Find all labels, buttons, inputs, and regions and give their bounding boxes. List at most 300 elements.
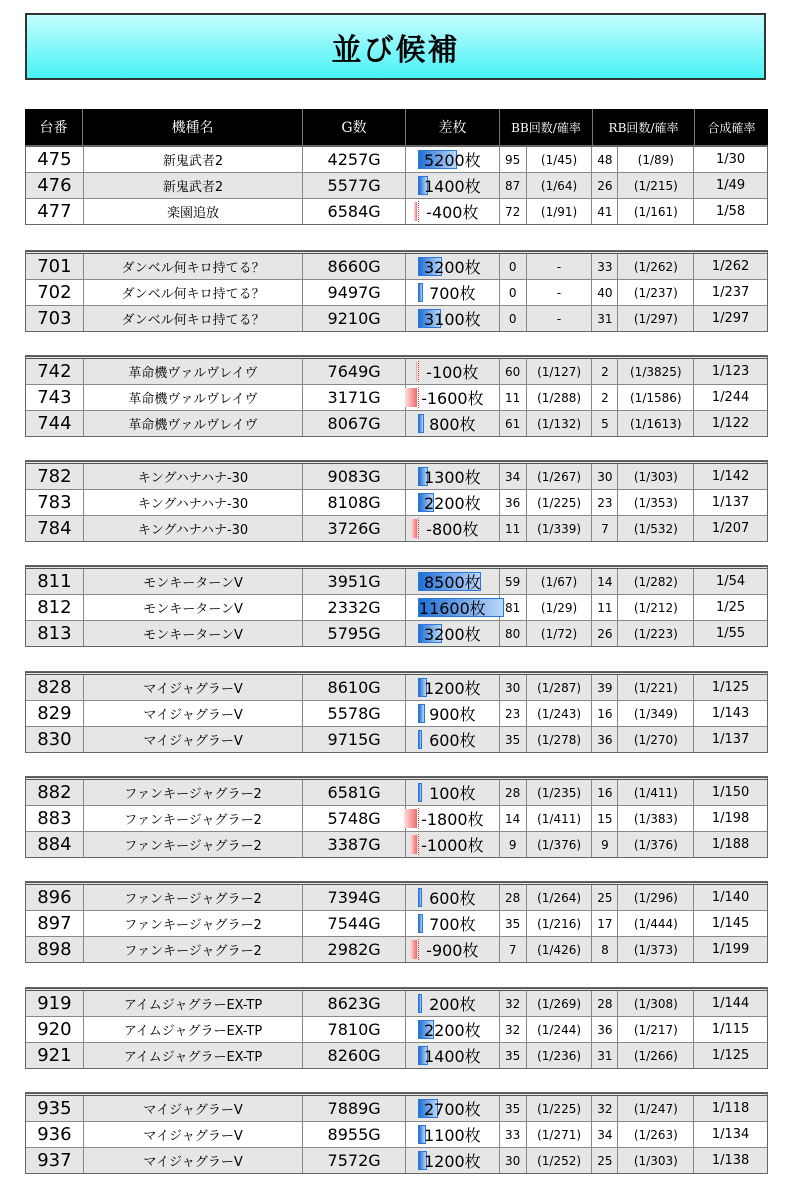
machine-group xyxy=(25,671,768,753)
table-row xyxy=(26,1121,767,1147)
machine-name: 楽園追放 xyxy=(84,199,303,224)
coin-difference-text: 600枚 xyxy=(429,731,476,750)
combined-rate: 1/143 xyxy=(711,706,750,721)
machine-number: 701 xyxy=(26,254,84,279)
coin-difference xyxy=(406,411,500,436)
game-count: 2332G xyxy=(303,595,406,620)
coin-difference xyxy=(406,595,500,620)
bb-count: 35 xyxy=(500,911,527,936)
machine-number: 920 xyxy=(26,1017,84,1042)
machine-number: 898 xyxy=(26,937,84,962)
bb-rate: (1/236) xyxy=(527,1043,593,1068)
rb-rate: (1/532) xyxy=(618,516,694,541)
game-count: 9210G xyxy=(303,306,406,331)
machine-name: 革命機ヴァルヴレイヴ xyxy=(84,359,303,384)
machine-name: キングハナハナ-30 xyxy=(84,464,303,489)
diff-bar-positive xyxy=(418,783,422,802)
combined-rate: 1/297 xyxy=(711,311,750,326)
table-row xyxy=(26,515,767,541)
rb-rate: (1/215) xyxy=(618,173,694,198)
diff-bar-negative xyxy=(405,388,417,407)
rb-count: 41 xyxy=(592,199,618,224)
rb-rate: (1/89) xyxy=(618,147,694,172)
bb-rate: (1/267) xyxy=(527,464,593,489)
coin-difference xyxy=(406,621,500,646)
machine-number: 883 xyxy=(26,806,84,831)
coin-difference-text: 900枚 xyxy=(429,705,476,724)
game-count: 7889G xyxy=(303,1096,406,1121)
table-row xyxy=(26,805,767,831)
diff-bar-negative xyxy=(410,835,417,854)
machine-name: マイジャグラーV xyxy=(84,1096,303,1121)
diff-bar-positive xyxy=(418,704,425,723)
table-row xyxy=(26,1016,767,1042)
combined-rate: 1/55 xyxy=(716,626,746,641)
bb-rate: (1/225) xyxy=(527,1096,593,1121)
bb-count: 30 xyxy=(500,1148,527,1173)
header-no: 台番 xyxy=(25,109,83,145)
coin-difference-text: 1200枚 xyxy=(423,679,481,698)
bb-count: 32 xyxy=(500,1017,527,1042)
machine-name: マイジャグラーV xyxy=(84,675,303,700)
coin-difference-text: 3200枚 xyxy=(423,625,481,644)
diff-bar-positive xyxy=(418,414,424,433)
coin-difference xyxy=(406,780,500,805)
coin-difference-text: -1600枚 xyxy=(421,389,484,408)
bb-count: 61 xyxy=(500,411,527,436)
machine-number: 477 xyxy=(26,199,84,224)
combined-rate: 1/54 xyxy=(716,574,746,589)
machine-name: アイムジャグラーEX-TP xyxy=(84,991,303,1016)
bb-count: 14 xyxy=(500,806,527,831)
machine-number: 897 xyxy=(26,911,84,936)
diff-bar-positive xyxy=(418,283,423,302)
bb-rate: (1/252) xyxy=(527,1148,593,1173)
rb-rate: (1/270) xyxy=(618,727,694,752)
machine-number: 782 xyxy=(26,464,84,489)
machine-number: 476 xyxy=(26,173,84,198)
bb-rate: (1/45) xyxy=(527,147,593,172)
machine-name: 新鬼武者2 xyxy=(84,173,303,198)
machine-group xyxy=(25,355,768,437)
bb-rate: (1/216) xyxy=(527,911,593,936)
bb-count: 35 xyxy=(500,1096,527,1121)
coin-difference xyxy=(406,911,500,936)
combined-rate: 1/125 xyxy=(711,680,750,695)
machine-name: マイジャグラーV xyxy=(84,727,303,752)
bb-rate: (1/64) xyxy=(527,173,593,198)
bb-count: 30 xyxy=(500,675,527,700)
coin-difference-text: 1400枚 xyxy=(423,177,481,196)
machine-group xyxy=(25,565,768,647)
rb-rate: (1/221) xyxy=(618,675,694,700)
game-count: 6584G xyxy=(303,199,406,224)
rb-rate: (1/263) xyxy=(618,1122,694,1147)
game-count: 8067G xyxy=(303,411,406,436)
rb-count: 11 xyxy=(592,595,618,620)
coin-difference-text: 100枚 xyxy=(429,784,476,803)
rb-count: 8 xyxy=(592,937,618,962)
combined-rate: 1/125 xyxy=(711,1048,750,1063)
rb-count: 25 xyxy=(592,1148,618,1173)
combined-rate: 1/237 xyxy=(711,285,750,300)
machine-name: マイジャグラーV xyxy=(84,1148,303,1173)
machine-group xyxy=(25,881,768,963)
diff-zero-line xyxy=(418,387,419,408)
diff-bar-negative xyxy=(411,519,417,538)
coin-difference-text: -900枚 xyxy=(426,941,479,960)
rb-rate: (1/349) xyxy=(618,701,694,726)
bb-rate: (1/271) xyxy=(527,1122,593,1147)
game-count: 3387G xyxy=(303,832,406,857)
game-count: 5577G xyxy=(303,173,406,198)
rb-count: 5 xyxy=(592,411,618,436)
machine-number: 919 xyxy=(26,991,84,1016)
machine-name: ファンキージャグラー2 xyxy=(84,832,303,857)
machine-number: 742 xyxy=(26,359,84,384)
rb-rate: (1/373) xyxy=(618,937,694,962)
rb-rate: (1/1613) xyxy=(618,411,694,436)
table-row xyxy=(26,882,767,910)
table-row xyxy=(26,726,767,752)
diff-bar-negative xyxy=(416,362,417,381)
rb-rate: (1/297) xyxy=(618,306,694,331)
bb-count: 23 xyxy=(500,701,527,726)
machine-number: 784 xyxy=(26,516,84,541)
table-header xyxy=(25,109,768,145)
bb-count: 87 xyxy=(500,173,527,198)
bb-count: 28 xyxy=(500,885,527,910)
game-count: 8260G xyxy=(303,1043,406,1068)
table-row xyxy=(26,489,767,515)
table-row xyxy=(26,305,767,331)
coin-difference-text: -800枚 xyxy=(426,520,479,539)
bb-rate: (1/339) xyxy=(527,516,593,541)
diff-bar-positive xyxy=(418,888,422,907)
machine-number: 921 xyxy=(26,1043,84,1068)
rb-rate: (1/237) xyxy=(618,280,694,305)
rb-count: 31 xyxy=(592,1043,618,1068)
coin-difference xyxy=(406,727,500,752)
machine-name: モンキーターンV xyxy=(84,621,303,646)
table-row xyxy=(26,384,767,410)
table-row xyxy=(26,1093,767,1121)
combined-rate: 1/134 xyxy=(711,1127,750,1142)
machine-number: 884 xyxy=(26,832,84,857)
coin-difference-text: 3200枚 xyxy=(423,258,481,277)
machine-number: 744 xyxy=(26,411,84,436)
rb-rate: (1/444) xyxy=(618,911,694,936)
game-count: 8955G xyxy=(303,1122,406,1147)
machine-name: ダンベル何キロ持てる？ xyxy=(84,280,303,305)
machine-group xyxy=(25,1092,768,1174)
combined-rate: 1/145 xyxy=(711,916,750,931)
header-combined: 合成確率 xyxy=(707,120,756,135)
rb-count: 2 xyxy=(592,359,618,384)
rb-count: 25 xyxy=(592,885,618,910)
bb-count: 60 xyxy=(500,359,527,384)
game-count: 8623G xyxy=(303,991,406,1016)
table-row xyxy=(26,777,767,805)
table-row xyxy=(26,620,767,646)
machine-name: ダンベル何キロ持てる？ xyxy=(84,306,303,331)
rb-rate: (1/383) xyxy=(618,806,694,831)
combined-rate: 1/58 xyxy=(716,204,746,219)
rb-rate: (1/266) xyxy=(618,1043,694,1068)
machine-number: 812 xyxy=(26,595,84,620)
table-row xyxy=(26,1147,767,1173)
bb-count: 35 xyxy=(500,1043,527,1068)
machine-number: 811 xyxy=(26,569,84,594)
rb-count: 32 xyxy=(592,1096,618,1121)
table-row xyxy=(26,410,767,436)
coin-difference xyxy=(406,806,500,831)
bb-count: 95 xyxy=(500,147,527,172)
rb-count: 31 xyxy=(592,306,618,331)
machine-number: 935 xyxy=(26,1096,84,1121)
coin-difference-text: 600枚 xyxy=(429,889,476,908)
table-row xyxy=(26,566,767,594)
combined-rate: 1/188 xyxy=(711,837,750,852)
combined-rate: 1/142 xyxy=(711,469,750,484)
table-row xyxy=(26,700,767,726)
rb-rate: (1/376) xyxy=(618,832,694,857)
game-count: 7649G xyxy=(303,359,406,384)
game-count: 3171G xyxy=(303,385,406,410)
coin-difference xyxy=(406,516,500,541)
diff-bar-negative xyxy=(414,202,417,221)
bb-count: 33 xyxy=(500,1122,527,1147)
diff-bar-positive xyxy=(418,994,422,1013)
rb-count: 15 xyxy=(592,806,618,831)
table-row xyxy=(26,461,767,489)
combined-rate: 1/198 xyxy=(711,811,750,826)
coin-difference-text: 700枚 xyxy=(429,284,476,303)
bb-rate: - xyxy=(527,280,593,305)
rb-rate: (1/303) xyxy=(618,464,694,489)
bb-rate: (1/132) xyxy=(527,411,593,436)
combined-rate: 1/115 xyxy=(711,1022,750,1037)
coin-difference-text: 8500枚 xyxy=(423,573,481,592)
game-count: 2982G xyxy=(303,937,406,962)
bb-count: 9 xyxy=(500,832,527,857)
bb-count: 36 xyxy=(500,490,527,515)
coin-difference-text: -1000枚 xyxy=(421,836,484,855)
table-row xyxy=(26,251,767,279)
game-count: 3951G xyxy=(303,569,406,594)
bb-count: 11 xyxy=(500,385,527,410)
coin-difference-text: 2200枚 xyxy=(423,1021,481,1040)
game-count: 8108G xyxy=(303,490,406,515)
rb-rate: (1/3825) xyxy=(618,359,694,384)
coin-difference-text: 1100枚 xyxy=(423,1126,481,1145)
bb-rate: (1/72) xyxy=(527,621,593,646)
machine-number: 743 xyxy=(26,385,84,410)
combined-rate: 1/137 xyxy=(711,732,750,747)
combined-rate: 1/118 xyxy=(711,1101,750,1116)
diff-zero-line xyxy=(418,201,419,222)
machine-name: キングハナハナ-30 xyxy=(84,516,303,541)
table-row xyxy=(26,936,767,962)
rb-rate: (1/161) xyxy=(618,199,694,224)
rb-count: 36 xyxy=(592,1017,618,1042)
bb-rate: (1/426) xyxy=(527,937,593,962)
machine-name: ファンキージャグラー2 xyxy=(84,780,303,805)
machine-name: アイムジャグラーEX-TP xyxy=(84,1017,303,1042)
game-count: 5578G xyxy=(303,701,406,726)
bb-count: 32 xyxy=(500,991,527,1016)
coin-difference-text: -100枚 xyxy=(426,363,479,382)
rb-rate: (1/223) xyxy=(618,621,694,646)
coin-difference xyxy=(406,147,500,172)
machine-name: ファンキージャグラー2 xyxy=(84,911,303,936)
game-count: 5795G xyxy=(303,621,406,646)
header-rb: RB回数/確率 xyxy=(593,109,695,145)
machine-number: 783 xyxy=(26,490,84,515)
bb-rate: (1/127) xyxy=(527,359,593,384)
bb-rate: (1/269) xyxy=(527,991,593,1016)
bb-rate: (1/243) xyxy=(527,701,593,726)
rb-rate: (1/296) xyxy=(618,885,694,910)
game-count: 7810G xyxy=(303,1017,406,1042)
coin-difference-text: -1800枚 xyxy=(421,810,484,829)
table-row xyxy=(26,910,767,936)
rb-count: 40 xyxy=(592,280,618,305)
bb-count: 7 xyxy=(500,937,527,962)
machine-name: ファンキージャグラー2 xyxy=(84,937,303,962)
machine-number: 936 xyxy=(26,1122,84,1147)
coin-difference xyxy=(406,701,500,726)
bb-count: 34 xyxy=(500,464,527,489)
bb-count: 35 xyxy=(500,727,527,752)
bb-count: 81 xyxy=(500,595,527,620)
combined-rate: 1/244 xyxy=(711,390,750,405)
coin-difference-text: 1200枚 xyxy=(423,1152,481,1171)
table-row xyxy=(26,672,767,700)
diff-zero-line xyxy=(418,518,419,539)
rb-count: 7 xyxy=(592,516,618,541)
combined-rate: 1/123 xyxy=(711,364,750,379)
bb-rate: (1/264) xyxy=(527,885,593,910)
coin-difference xyxy=(406,937,500,962)
rb-rate: (1/411) xyxy=(618,780,694,805)
machine-number: 702 xyxy=(26,280,84,305)
rb-count: 14 xyxy=(592,569,618,594)
coin-difference xyxy=(406,832,500,857)
game-count: 5748G xyxy=(303,806,406,831)
game-count: 7544G xyxy=(303,911,406,936)
table-row xyxy=(26,356,767,384)
machine-number: 829 xyxy=(26,701,84,726)
coin-difference-text: 800枚 xyxy=(429,415,476,434)
bb-rate: (1/411) xyxy=(527,806,593,831)
rb-count: 16 xyxy=(592,780,618,805)
rb-count: 48 xyxy=(592,147,618,172)
machine-name: アイムジャグラーEX-TP xyxy=(84,1043,303,1068)
bb-rate: (1/278) xyxy=(527,727,593,752)
coin-difference-text: -400枚 xyxy=(426,203,479,222)
game-count: 9083G xyxy=(303,464,406,489)
bb-count: 72 xyxy=(500,199,527,224)
coin-difference xyxy=(406,306,500,331)
combined-rate: 1/122 xyxy=(711,416,750,431)
machine-number: 813 xyxy=(26,621,84,646)
coin-difference xyxy=(406,280,500,305)
rb-count: 33 xyxy=(592,254,618,279)
machine-name: ファンキージャグラー2 xyxy=(84,806,303,831)
bb-rate: (1/287) xyxy=(527,675,593,700)
header-games: G数 xyxy=(303,109,406,145)
rb-count: 36 xyxy=(592,727,618,752)
coin-difference-text: 11600枚 xyxy=(418,599,486,618)
page-title: 並び候補 xyxy=(331,32,460,68)
coin-difference-text: 3100枚 xyxy=(423,310,481,329)
machine-name: 新鬼武者2 xyxy=(84,147,303,172)
coin-difference xyxy=(406,885,500,910)
machine-number: 703 xyxy=(26,306,84,331)
bb-rate: - xyxy=(527,306,593,331)
machine-name: ファンキージャグラー2 xyxy=(84,885,303,910)
machine-name: マイジャグラーV xyxy=(84,701,303,726)
diff-zero-line xyxy=(418,808,419,829)
coin-difference xyxy=(406,490,500,515)
coin-difference-text: 1300枚 xyxy=(423,468,481,487)
rb-count: 2 xyxy=(592,385,618,410)
coin-difference xyxy=(406,1096,500,1121)
rb-rate: (1/247) xyxy=(618,1096,694,1121)
title-banner xyxy=(25,13,766,80)
combined-rate: 1/137 xyxy=(711,495,750,510)
coin-difference-text: 5200枚 xyxy=(423,151,481,170)
machine-name: 革命機ヴァルヴレイヴ xyxy=(84,411,303,436)
coin-difference-text: 2700枚 xyxy=(423,1100,481,1119)
combined-rate: 1/150 xyxy=(711,785,750,800)
coin-difference-text: 1400枚 xyxy=(423,1047,481,1066)
coin-difference xyxy=(406,569,500,594)
game-count: 9497G xyxy=(303,280,406,305)
coin-difference xyxy=(406,1148,500,1173)
bb-count: 0 xyxy=(500,254,527,279)
diff-zero-line xyxy=(418,939,419,960)
combined-rate: 1/138 xyxy=(711,1153,750,1168)
coin-difference xyxy=(406,359,500,384)
machine-name: モンキーターンV xyxy=(84,595,303,620)
bb-rate: (1/29) xyxy=(527,595,593,620)
machine-name: モンキーターンV xyxy=(84,569,303,594)
machine-name: キングハナハナ-30 xyxy=(84,490,303,515)
coin-difference xyxy=(406,1122,500,1147)
bb-rate: (1/225) xyxy=(527,490,593,515)
diff-bar-negative xyxy=(410,940,417,959)
bb-count: 0 xyxy=(500,306,527,331)
coin-difference xyxy=(406,173,500,198)
bb-rate: (1/67) xyxy=(527,569,593,594)
coin-difference xyxy=(406,991,500,1016)
bb-count: 0 xyxy=(500,280,527,305)
coin-difference xyxy=(406,385,500,410)
rb-rate: (1/303) xyxy=(618,1148,694,1173)
coin-difference xyxy=(406,254,500,279)
machine-name: ダンベル何キロ持てる？ xyxy=(84,254,303,279)
header-bb: BB回数/確率 xyxy=(500,109,593,145)
table-row xyxy=(26,594,767,620)
table-row xyxy=(26,831,767,857)
combined-rate: 1/30 xyxy=(716,152,746,167)
table-row xyxy=(26,172,767,198)
machine-number: 828 xyxy=(26,675,84,700)
coin-difference-text: 2200枚 xyxy=(423,494,481,513)
bb-rate: - xyxy=(527,254,593,279)
